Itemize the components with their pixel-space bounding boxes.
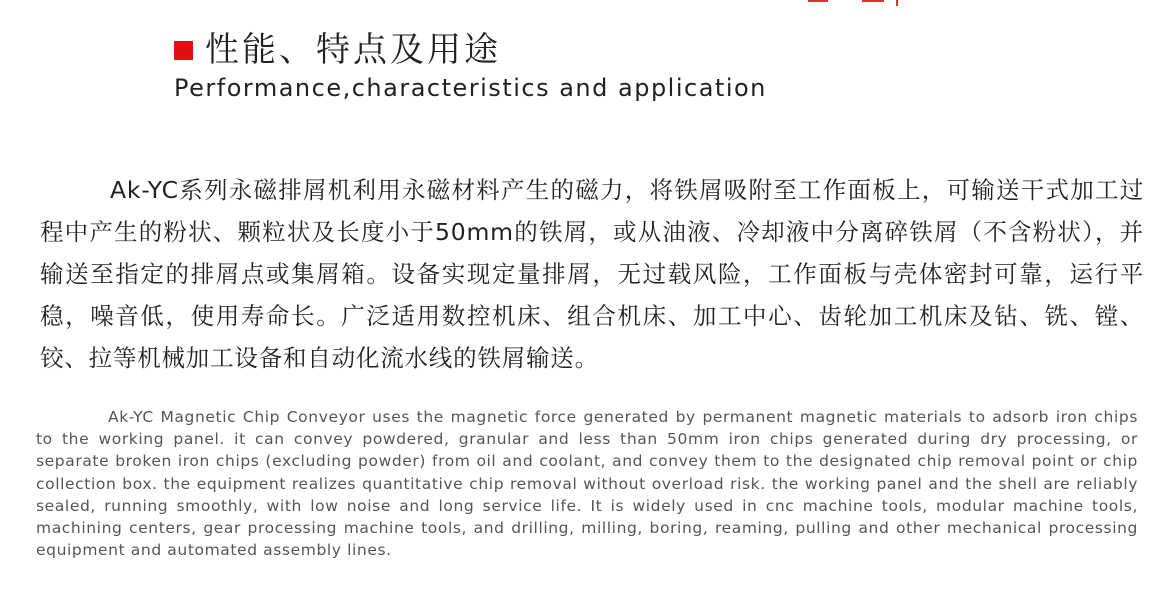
red-square-icon [174,41,193,60]
description-paragraph-english: Ak-YC Magnetic Chip Conveyor uses the magnetic force generated by permanent magnetic materials to adsorb iron chips to the working panel. it can convey powdered, granular and less than 50mm iron chips generated during dry processing, or separate broken iron chips (excluding powder) from oil and coolant, and convey them to the designated chip removal point or chip collection box. the equipment realizes quantitative chip removal without overload risk. the working panel and the shell are reliably sealed, running smoothly, with low noise and long service life. It is widely used in cnc machine tools, modular machine tools, machining centers, gear processing machine tools, and drilling, milling, boring, reaming, pulling and other mechanical processing equipment and automated assembly lines. [36,408,1138,560]
top-decorative-divider-icon [808,0,903,8]
section-header [174,28,874,104]
divider-bar-right [862,0,884,2]
divider-bar-left [808,0,828,2]
section-title-row [174,28,874,72]
section-title-chinese: 性能、特点及用途 [205,30,501,70]
divider-tick [896,0,898,6]
description-paragraph-chinese: Ak-YC系列永磁排屑机利用永磁材料产生的磁力，将铁屑吸附至工作面板上，可输送干式加工过程中产生的粉状、颗粒状及长度小于50mm的铁屑，或从油液、冷却液中分离碎铁屑（不含粉状），并输送至指定的排屑点或集屑箱。设备实现定量排屑，无过载风险，工作面板与壳体密封可靠，运行平稳，噪音低，使用寿命长。广泛适用数控机床、组合机床、加工中心、齿轮加工机床及钻、铣、镗、铰、拉等机械加工设备和自动化流水线的铁屑输送。 [40,176,1144,372]
section-title-english: Performance,characteristics and application [174,74,767,102]
